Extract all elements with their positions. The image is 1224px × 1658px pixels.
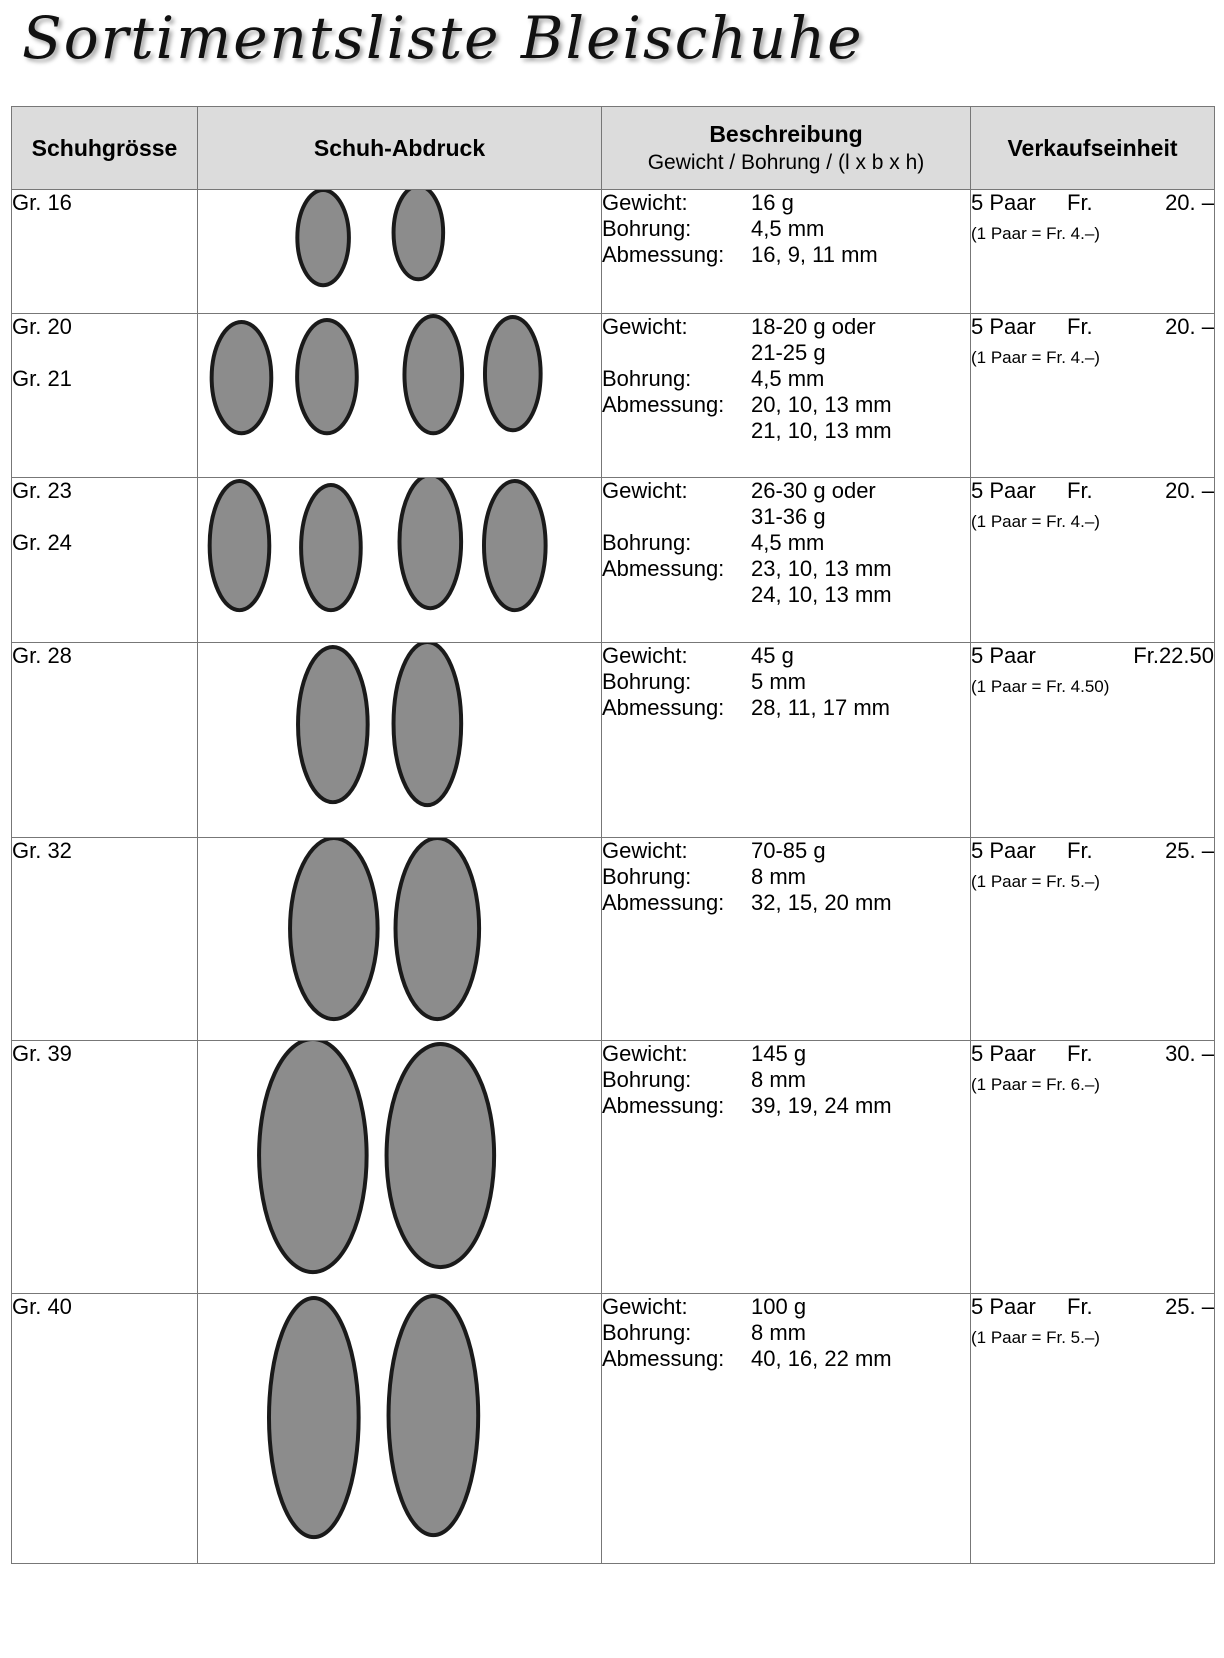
size-cell: [12, 190, 198, 314]
description-value: 45 g: [751, 643, 794, 668]
unit-cell: [971, 314, 1215, 478]
header-print: Schuh-Abdruck: [198, 107, 602, 190]
unit-currency: Fr.: [1067, 314, 1093, 339]
shoe-print-sole: [298, 647, 368, 802]
description-value: 16 g: [751, 190, 794, 215]
unit-price-line: [971, 314, 1214, 340]
description-value: 32, 15, 20 mm: [751, 890, 892, 915]
size-cell: [12, 478, 198, 643]
unit-price: 20. –: [1165, 314, 1214, 339]
description-line: [602, 1067, 970, 1093]
description-value: 4,5 mm: [751, 530, 825, 555]
size-cell: [12, 643, 198, 838]
unit-price-line: [971, 643, 1214, 669]
size-cell: [12, 838, 198, 1041]
shoe-size: Gr. 16: [12, 190, 72, 215]
shoe-size: Gr. 32: [12, 838, 72, 863]
print-cell: [198, 643, 602, 838]
description-line: [602, 1093, 970, 1119]
print-cell: [198, 838, 602, 1041]
shoe-print-sole: [400, 478, 462, 608]
shoe-print-image: [198, 478, 601, 642]
description-line: [602, 864, 970, 890]
description-cell: [602, 838, 971, 1041]
unit-quantity: 5 Paar: [971, 643, 1036, 668]
unit-currency: [1067, 643, 1121, 669]
shoe-size: Gr. 23: [12, 478, 72, 503]
unit-cell: [971, 643, 1215, 838]
shoe-print-image: [198, 643, 601, 837]
description-label: [602, 504, 751, 530]
table-row: [12, 1294, 1215, 1564]
shoe-print-sole: [389, 1296, 479, 1535]
description-label: Gewicht:: [602, 190, 688, 215]
description-line: [602, 1041, 970, 1067]
shoe-print-sole: [394, 190, 444, 279]
unit-per-pair: (1 Paar = Fr. 5.–): [971, 1328, 1100, 1347]
shoe-print-sole: [259, 1041, 367, 1272]
unit-quantity: 5 Paar: [971, 314, 1036, 339]
unit-price: 20. –: [1165, 478, 1214, 503]
description-value: 100 g: [751, 1294, 807, 1319]
page-title: Sortimentsliste Bleischuhe: [22, 4, 864, 72]
description-label: Bohrung:: [602, 1320, 692, 1345]
description-value: 8 mm: [751, 1067, 806, 1092]
description-label: [602, 418, 751, 444]
description-line: [602, 1346, 970, 1372]
description-value: 24, 10, 13 mm: [751, 582, 892, 607]
description-value: 16, 9, 11 mm: [751, 242, 878, 267]
description-line: [602, 556, 970, 582]
unit-quantity: 5 Paar: [971, 1041, 1036, 1066]
print-cell: [198, 1294, 602, 1564]
description-line: [602, 695, 970, 721]
description-line: [602, 643, 970, 669]
description-label: Bohrung:: [602, 216, 692, 241]
table-row: [12, 314, 1215, 478]
shoe-print-sole: [212, 322, 272, 433]
description-line: [602, 314, 970, 340]
shoe-size: Gr. 39: [12, 1041, 72, 1066]
shoe-print-image: [198, 1294, 601, 1563]
header-description: [602, 107, 971, 190]
description-label: Abmessung:: [602, 242, 725, 267]
shoe-print-sole: [404, 316, 462, 433]
description-value: 4,5 mm: [751, 366, 825, 391]
unit-per-pair: (1 Paar = Fr. 5.–): [971, 872, 1100, 891]
description-value: 5 mm: [751, 669, 806, 694]
description-line: [602, 530, 970, 556]
shoe-print-sole: [387, 1044, 495, 1267]
shoe-size: Gr. 24: [12, 530, 72, 555]
unit-price: 25. –: [1165, 1294, 1214, 1319]
description-line: [602, 418, 970, 444]
unit-price-line: [971, 1041, 1214, 1067]
unit-cell: [971, 1294, 1215, 1564]
header-description-subtitle: Gewicht / Bohrung / (l x b x h): [647, 151, 925, 174]
description-value: 40, 16, 22 mm: [751, 1346, 892, 1371]
description-value: 26-30 g oder: [751, 478, 876, 503]
description-cell: [602, 1294, 971, 1564]
shoe-size: Gr. 40: [12, 1294, 72, 1319]
description-label: Gewicht:: [602, 643, 688, 668]
unit-per-pair: (1 Paar = Fr. 4.–): [971, 224, 1100, 243]
description-value: 21, 10, 13 mm: [751, 418, 892, 443]
assortment-table: [11, 106, 1215, 1564]
description-label: [602, 582, 751, 608]
header-unit: Verkaufseinheit: [971, 107, 1215, 190]
shoe-print-image: [198, 314, 601, 477]
description-value: 8 mm: [751, 1320, 806, 1345]
table-row: [12, 1041, 1215, 1294]
description-value: 18-20 g oder: [751, 314, 876, 339]
description-label: Abmessung:: [602, 1346, 725, 1371]
shoe-size: Gr. 28: [12, 643, 72, 668]
description-value: 39, 19, 24 mm: [751, 1093, 892, 1118]
description-label: Gewicht:: [602, 1041, 688, 1066]
description-label: Abmessung:: [602, 695, 725, 720]
header-description-title: Beschreibung: [709, 121, 863, 147]
description-line: [602, 669, 970, 695]
unit-currency: Fr.: [1067, 1294, 1093, 1319]
description-line: [602, 1294, 970, 1320]
size-cell: [12, 1294, 198, 1564]
description-label: Bohrung:: [602, 530, 692, 555]
unit-price-line: [971, 190, 1214, 216]
unit-price: Fr.22.50: [1133, 643, 1214, 668]
unit-cell: [971, 838, 1215, 1041]
unit-quantity: 5 Paar: [971, 1294, 1036, 1319]
size-cell: [12, 1041, 198, 1294]
description-value: 4,5 mm: [751, 216, 825, 241]
description-cell: [602, 314, 971, 478]
unit-price: 25. –: [1165, 838, 1214, 863]
unit-per-pair: (1 Paar = Fr. 4.–): [971, 512, 1100, 531]
description-cell: [602, 190, 971, 314]
unit-price-line: [971, 1294, 1214, 1320]
unit-currency: Fr.: [1067, 838, 1093, 863]
description-label: [602, 340, 751, 366]
description-cell: [602, 1041, 971, 1294]
description-line: [602, 504, 970, 530]
description-line: [602, 582, 970, 608]
description-label: Gewicht:: [602, 1294, 688, 1319]
table-header-row: [12, 107, 1215, 190]
description-label: Gewicht:: [602, 838, 688, 863]
description-cell: [602, 643, 971, 838]
unit-quantity: 5 Paar: [971, 838, 1036, 863]
print-cell: [198, 314, 602, 478]
unit-cell: [971, 190, 1215, 314]
shoe-print-image: [198, 838, 601, 1040]
print-cell: [198, 1041, 602, 1294]
description-line: [602, 242, 970, 268]
description-label: Bohrung:: [602, 864, 692, 889]
description-label: Abmessung:: [602, 1093, 725, 1118]
table-row: [12, 478, 1215, 643]
size-cell: [12, 314, 198, 478]
shoe-print-sole: [301, 485, 361, 610]
unit-price: 30. –: [1165, 1041, 1214, 1066]
shoe-print-sole: [394, 643, 462, 805]
description-label: Gewicht:: [602, 314, 688, 339]
shoe-print-sole: [297, 190, 349, 285]
description-line: [602, 392, 970, 418]
description-line: [602, 190, 970, 216]
description-line: [602, 890, 970, 916]
unit-per-pair: (1 Paar = Fr. 4.50): [971, 677, 1110, 696]
shoe-print-image: [198, 190, 601, 313]
unit-currency: Fr.: [1067, 190, 1093, 215]
description-label: Abmessung:: [602, 556, 725, 581]
unit-price: 20. –: [1165, 190, 1214, 215]
unit-per-pair: (1 Paar = Fr. 4.–): [971, 348, 1100, 367]
description-cell: [602, 478, 971, 643]
description-label: Abmessung:: [602, 890, 725, 915]
shoe-print-sole: [269, 1298, 359, 1537]
unit-cell: [971, 478, 1215, 643]
description-value: 28, 11, 17 mm: [751, 695, 890, 720]
description-value: 70-85 g: [751, 838, 826, 863]
unit-per-pair: (1 Paar = Fr. 6.–): [971, 1075, 1100, 1094]
description-label: Abmessung:: [602, 392, 725, 417]
table-row: [12, 643, 1215, 838]
shoe-print-sole: [485, 317, 541, 430]
description-line: [602, 340, 970, 366]
print-cell: [198, 190, 602, 314]
header-size: Schuhgrösse: [12, 107, 198, 190]
description-label: Bohrung:: [602, 669, 692, 694]
description-label: Bohrung:: [602, 366, 692, 391]
description-label: Gewicht:: [602, 478, 688, 503]
table-row: [12, 838, 1215, 1041]
description-label: Bohrung:: [602, 1067, 692, 1092]
description-value: 23, 10, 13 mm: [751, 556, 892, 581]
description-value: 8 mm: [751, 864, 806, 889]
description-value: 31-36 g: [751, 504, 826, 529]
shoe-print-image: [198, 1041, 601, 1293]
shoe-print-sole: [297, 320, 357, 433]
shoe-print-sole: [290, 838, 378, 1019]
shoe-size: Gr. 20: [12, 314, 72, 339]
description-line: [602, 216, 970, 242]
description-value: 145 g: [751, 1041, 807, 1066]
shoe-print-sole: [396, 838, 480, 1019]
unit-price-line: [971, 478, 1214, 504]
shoe-print-sole: [484, 481, 546, 610]
unit-cell: [971, 1041, 1215, 1294]
unit-quantity: 5 Paar: [971, 478, 1036, 503]
description-line: [602, 1320, 970, 1346]
shoe-size: Gr. 21: [12, 366, 72, 391]
shoe-print-sole: [210, 481, 270, 610]
unit-currency: Fr.: [1067, 478, 1093, 503]
description-value: 21-25 g: [751, 340, 826, 365]
unit-currency: Fr.: [1067, 1041, 1093, 1066]
description-value: 20, 10, 13 mm: [751, 392, 892, 417]
description-line: [602, 478, 970, 504]
table-row: [12, 190, 1215, 314]
description-line: [602, 838, 970, 864]
unit-price-line: [971, 838, 1214, 864]
description-line: [602, 366, 970, 392]
unit-quantity: 5 Paar: [971, 190, 1036, 215]
print-cell: [198, 478, 602, 643]
